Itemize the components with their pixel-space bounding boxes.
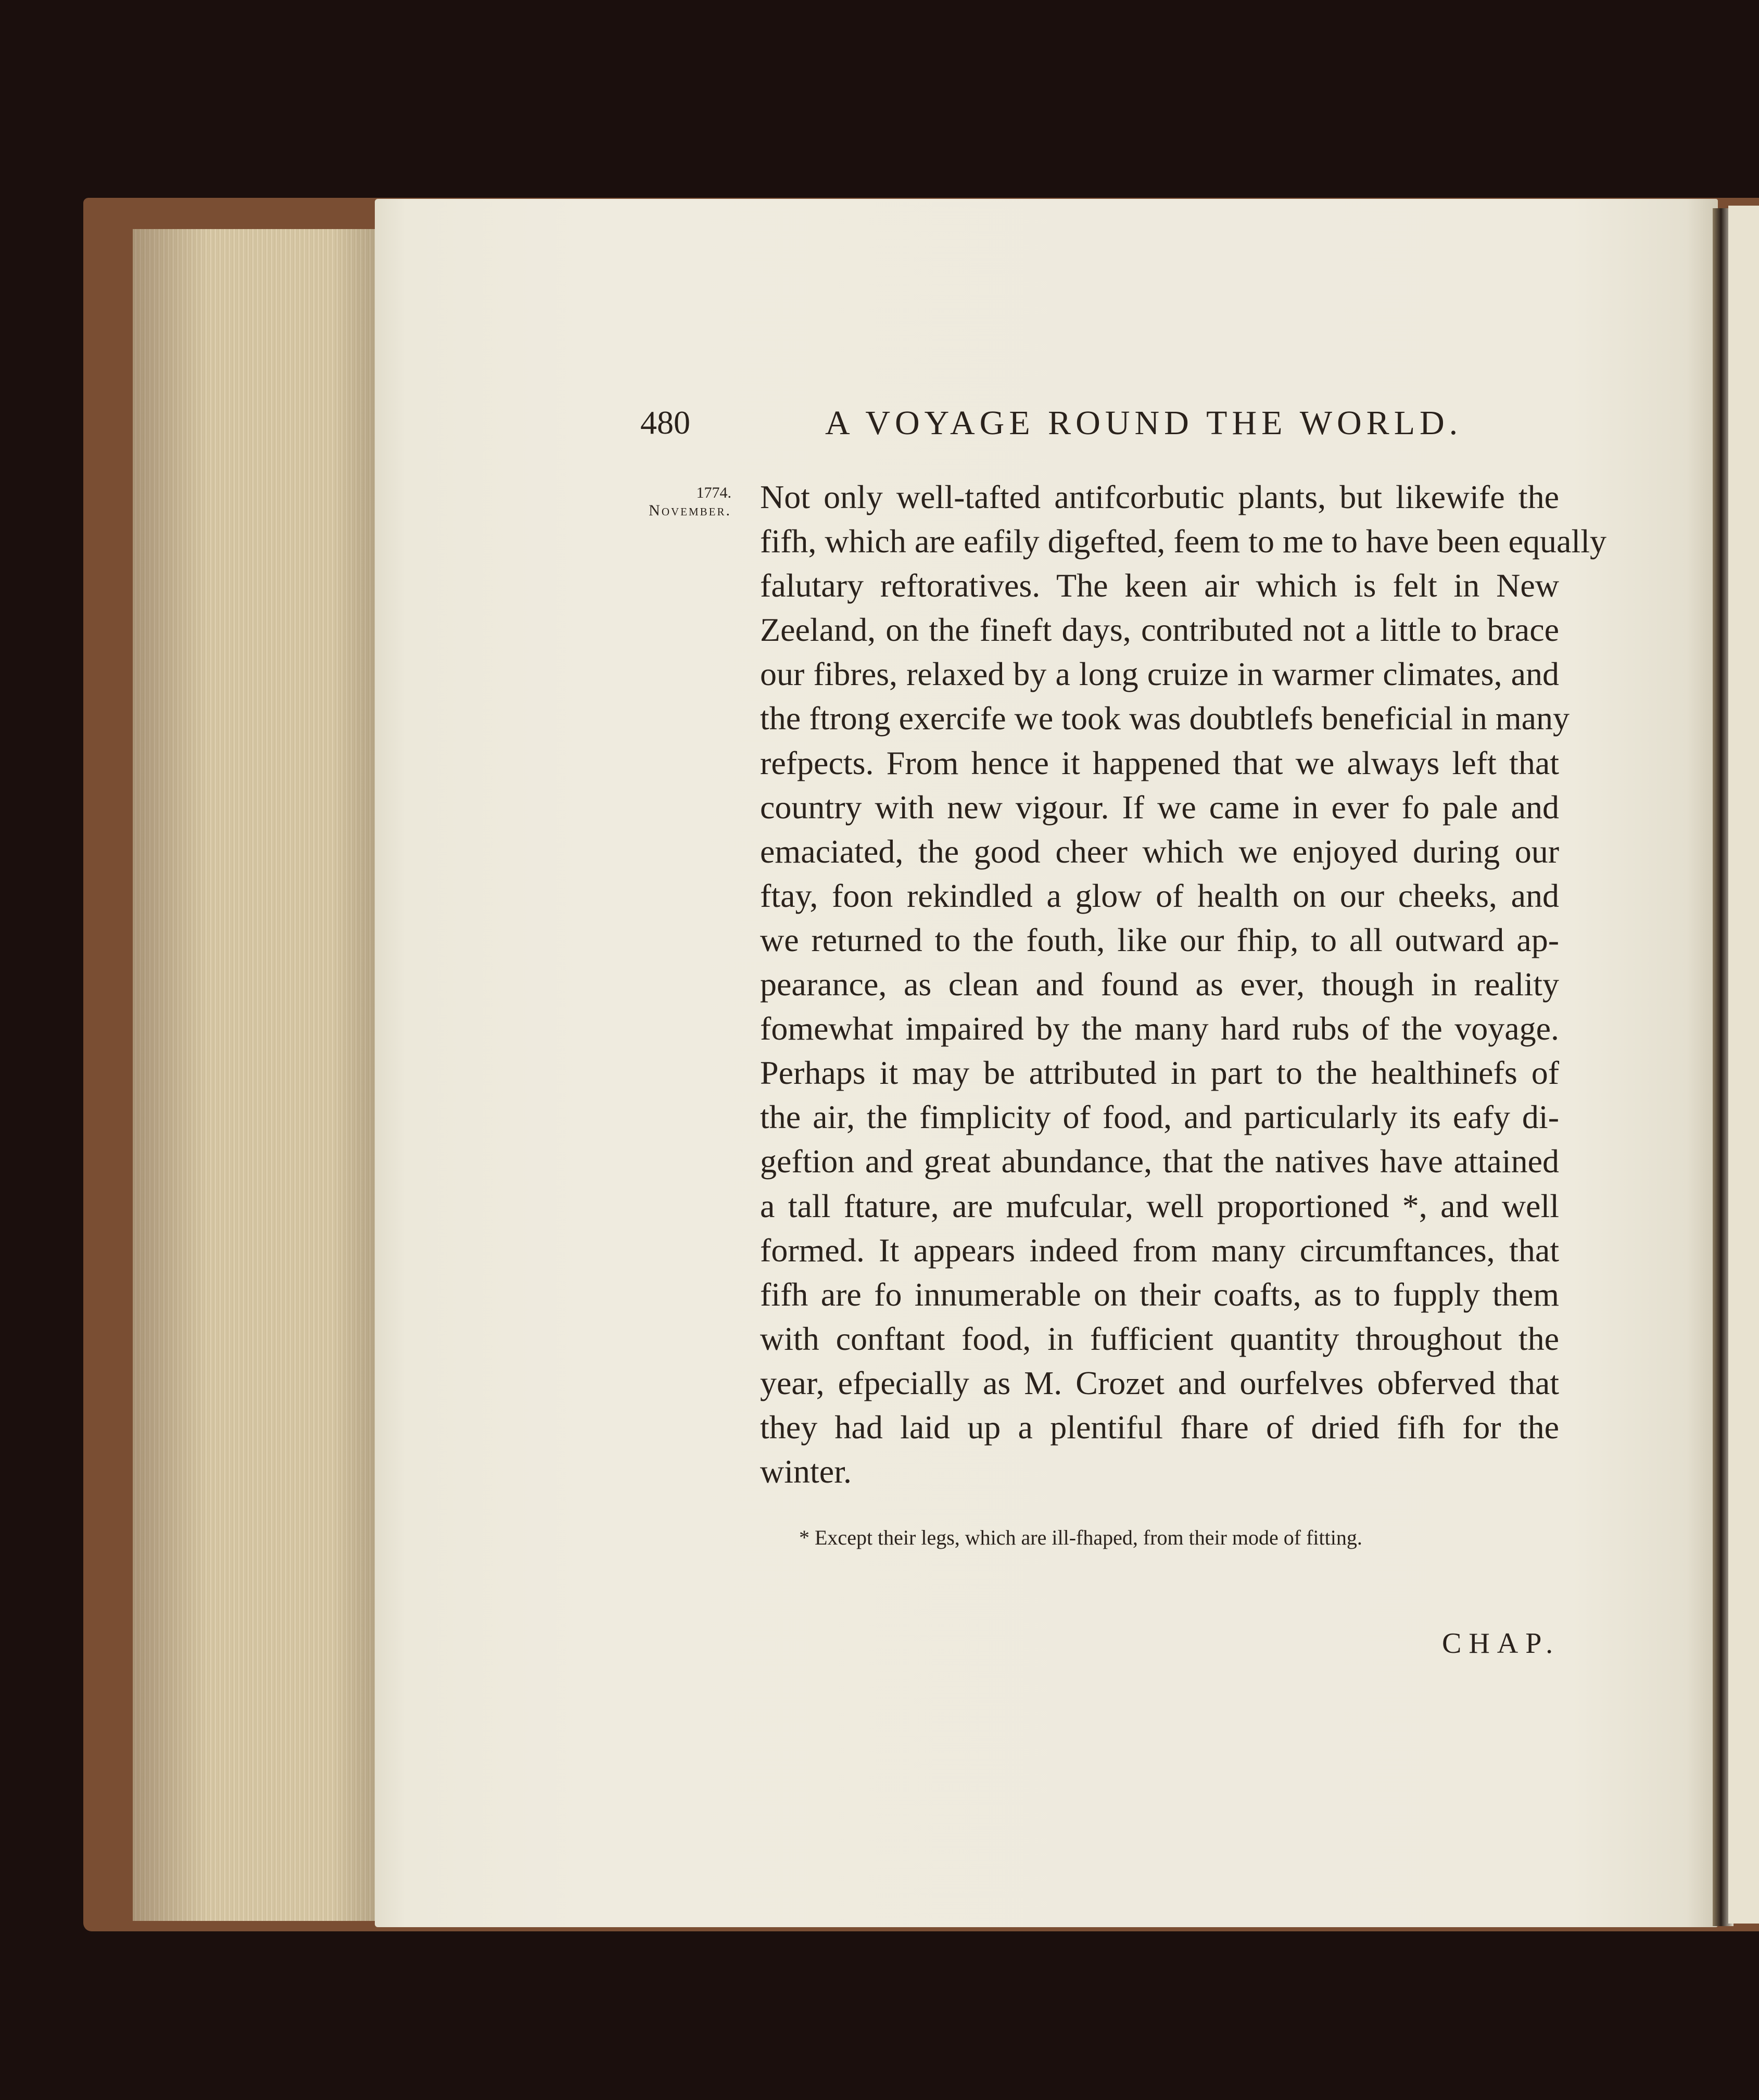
body-line: a tall ftature, are mufcular, well proportioned *, and well xyxy=(760,1187,1559,1224)
margin-year: 1774. xyxy=(696,484,731,501)
body-text xyxy=(760,475,1606,1494)
running-head xyxy=(640,403,1473,450)
body-line: the air, the fimplicity of food, and particularly its eafy di- xyxy=(760,1098,1559,1136)
body-line: the ftrong exercife we took was doubtlefs beneficial in many xyxy=(760,700,1570,737)
footnote: * Except their legs, which are ill-fhaped, from their mode of fitting. xyxy=(799,1526,1362,1549)
running-title: A VOYAGE ROUND THE WORLD. xyxy=(825,404,1463,442)
body-line: Perhaps it may be attributed in part to the healthinefs of xyxy=(760,1054,1559,1092)
body-line: geftion and great abundance, that the natives have attained xyxy=(760,1143,1559,1180)
body-line: they had laid up a plentiful fhare of dried fifh for the xyxy=(760,1408,1559,1446)
margin-month: November. xyxy=(649,502,731,519)
body-line: our fibres, relaxed by a long cruize in warmer climates, and xyxy=(760,655,1559,693)
body-line: emaciated, the good cheer which we enjoyed during our xyxy=(760,832,1559,870)
body-line: ftay, foon rekindled a glow of health on our cheeks, and xyxy=(760,877,1559,914)
body-line: winter. xyxy=(760,1453,852,1490)
body-line: with conftant food, in fufficient quantity throughout the xyxy=(760,1320,1559,1357)
body-line: country with new vigour. If we came in ever fo pale and xyxy=(760,788,1559,826)
margin-date-note xyxy=(627,484,731,520)
body-line: year, efpecially as M. Crozet and ourfelves obferved that xyxy=(760,1364,1559,1401)
facing-page-edge xyxy=(1728,206,1759,1924)
body-line: we returned to the fouth, like our fhip, to all outward ap- xyxy=(760,921,1559,958)
body-line: Not only well-tafted antifcorbutic plants, but likewife the xyxy=(760,478,1559,515)
body-line: formed. It appears indeed from many circumftances, that xyxy=(760,1231,1559,1269)
body-line: refpects. From hence it happened that we always left that xyxy=(760,744,1559,781)
body-line: fomewhat impaired by the many hard rubs of the voyage. xyxy=(760,1010,1559,1047)
body-line: Zeeland, on the fineft days, contributed not a little to brace xyxy=(760,611,1559,649)
page-number: 480 xyxy=(640,404,690,441)
page-edges-shadow xyxy=(133,229,383,1921)
body-line: falutary reftoratives. The keen air which is felt in New xyxy=(760,567,1559,604)
body-line: fifh are fo innumerable on their coafts, as to fupply them xyxy=(760,1275,1559,1313)
catchword: CHAP. xyxy=(1442,1627,1561,1660)
body-line: pearance, as clean and found as ever, though in reality xyxy=(760,966,1559,1003)
body-line: fifh, which are eafily digefted, feem to me to have been equally xyxy=(760,523,1606,560)
